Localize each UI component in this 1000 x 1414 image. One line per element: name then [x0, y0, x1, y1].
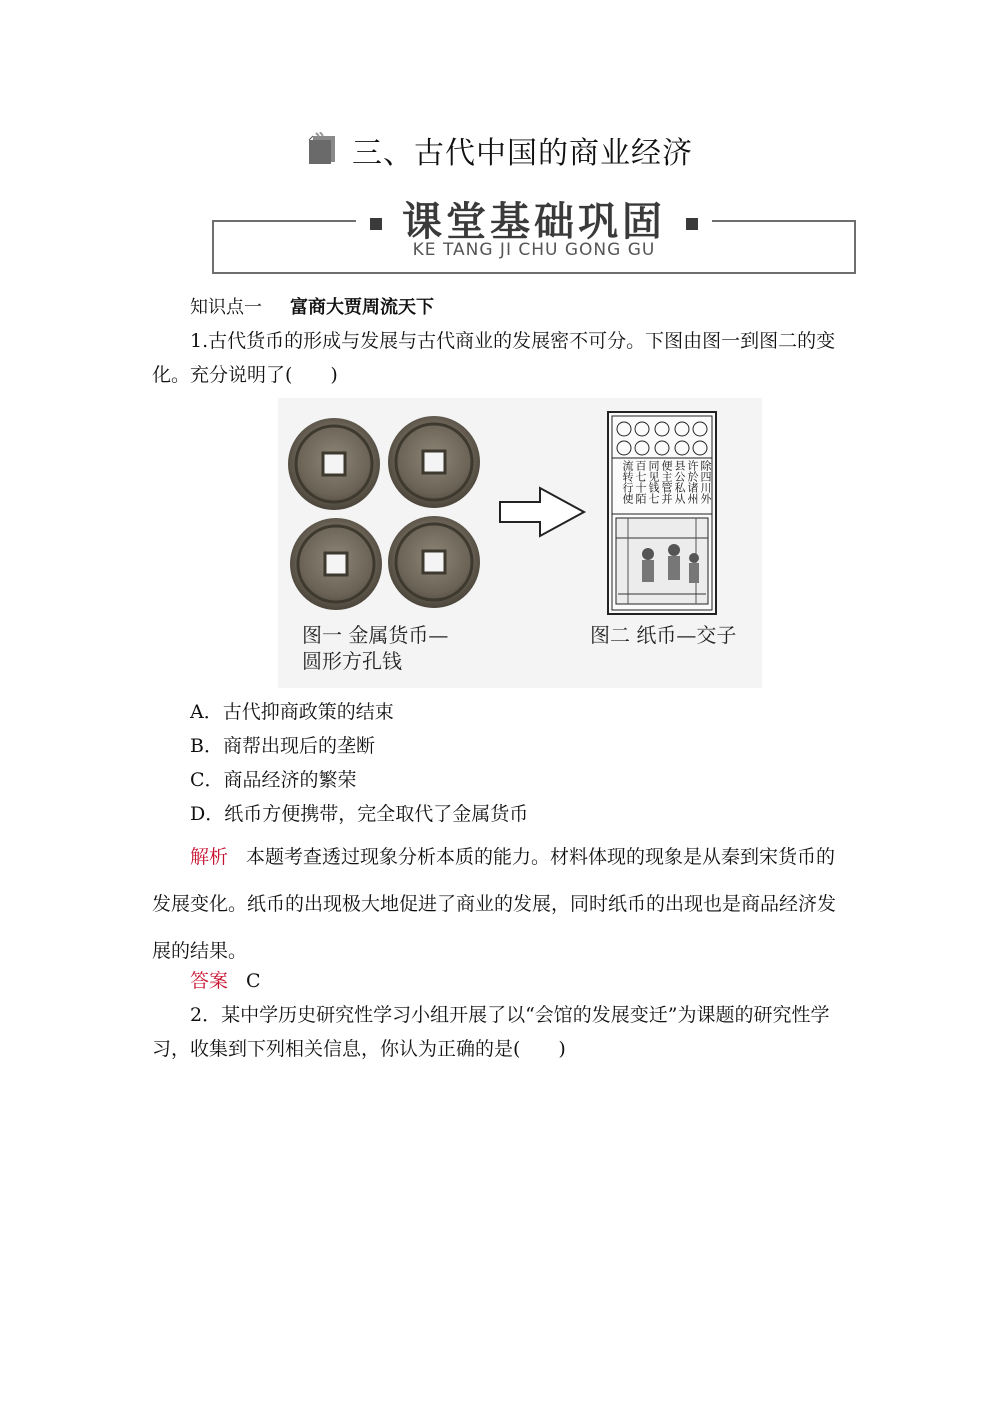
- option-b: B．商帮出现后的垄断: [190, 735, 375, 757]
- answer-label: 答案: [190, 970, 229, 992]
- banner-square-icon: [686, 218, 698, 230]
- banknote-text: 除四川外许於诸州县公私从便主管并同见钱七百七十陌流转行使: [621, 460, 712, 504]
- book-icon: [307, 132, 337, 168]
- option-a: A．古代抑商政策的结束: [190, 701, 394, 723]
- analysis-text: 本题考查透过现象分析本质的能力。材料体现的现象是从秦到宋货币的发展变化。纸币的出现极大地促进了商业的发展，同时纸币的出现也是商品经济发展的结果。: [152, 846, 837, 962]
- question-1-text: 1.古代货币的形成与发展与古代商业的发展密不可分。下图由图一到图二的变化。充分说明了( ): [152, 330, 836, 386]
- figure-caption-1-line2: 圆形方孔钱: [302, 649, 402, 673]
- coin-icon: [290, 518, 382, 610]
- option-c: C．商品经济的繁荣: [190, 769, 357, 791]
- knowledge-point-label: 知识点一: [190, 297, 262, 318]
- coin-icon: [388, 516, 480, 608]
- right-arrow-icon: [500, 488, 584, 536]
- answer-block: [190, 966, 261, 993]
- figure-caption-1-line1: 图一 金属货币—: [302, 623, 449, 647]
- analysis-label: 解析: [190, 846, 229, 868]
- page-title: 三、古代中国的商业经济: [352, 136, 694, 171]
- option-d: D．纸币方便携带，完全取代了金属货币: [190, 803, 529, 825]
- coin-icon: [288, 418, 380, 510]
- knowledge-point-name: 富商大贾周流天下: [290, 297, 434, 318]
- banner-subtitle: KE TANG JI CHU GONG GU: [412, 240, 656, 260]
- question-2-text: 2．某中学历史研究性学习小组开展了以“会馆的发展变迁”为课题的研究性学习，收集到下列相关信息，你认为正确的是( ): [152, 1004, 830, 1060]
- knowledge-point: [190, 293, 434, 319]
- section-banner: [212, 190, 856, 272]
- question-1-figure: [278, 398, 762, 688]
- banner-title: 课堂基础巩固: [402, 199, 666, 245]
- analysis-block: [152, 834, 852, 975]
- figure-caption-1: [302, 622, 448, 674]
- banknote-jiaozi-icon: [608, 412, 716, 614]
- coin-icon: [388, 416, 480, 508]
- banner-title-wrap: [212, 190, 856, 247]
- section-title: [0, 128, 1000, 172]
- banner-square-icon: [370, 218, 382, 230]
- answer-value: C: [246, 970, 261, 992]
- figure-caption-2: 图二 纸币—交子: [590, 623, 737, 647]
